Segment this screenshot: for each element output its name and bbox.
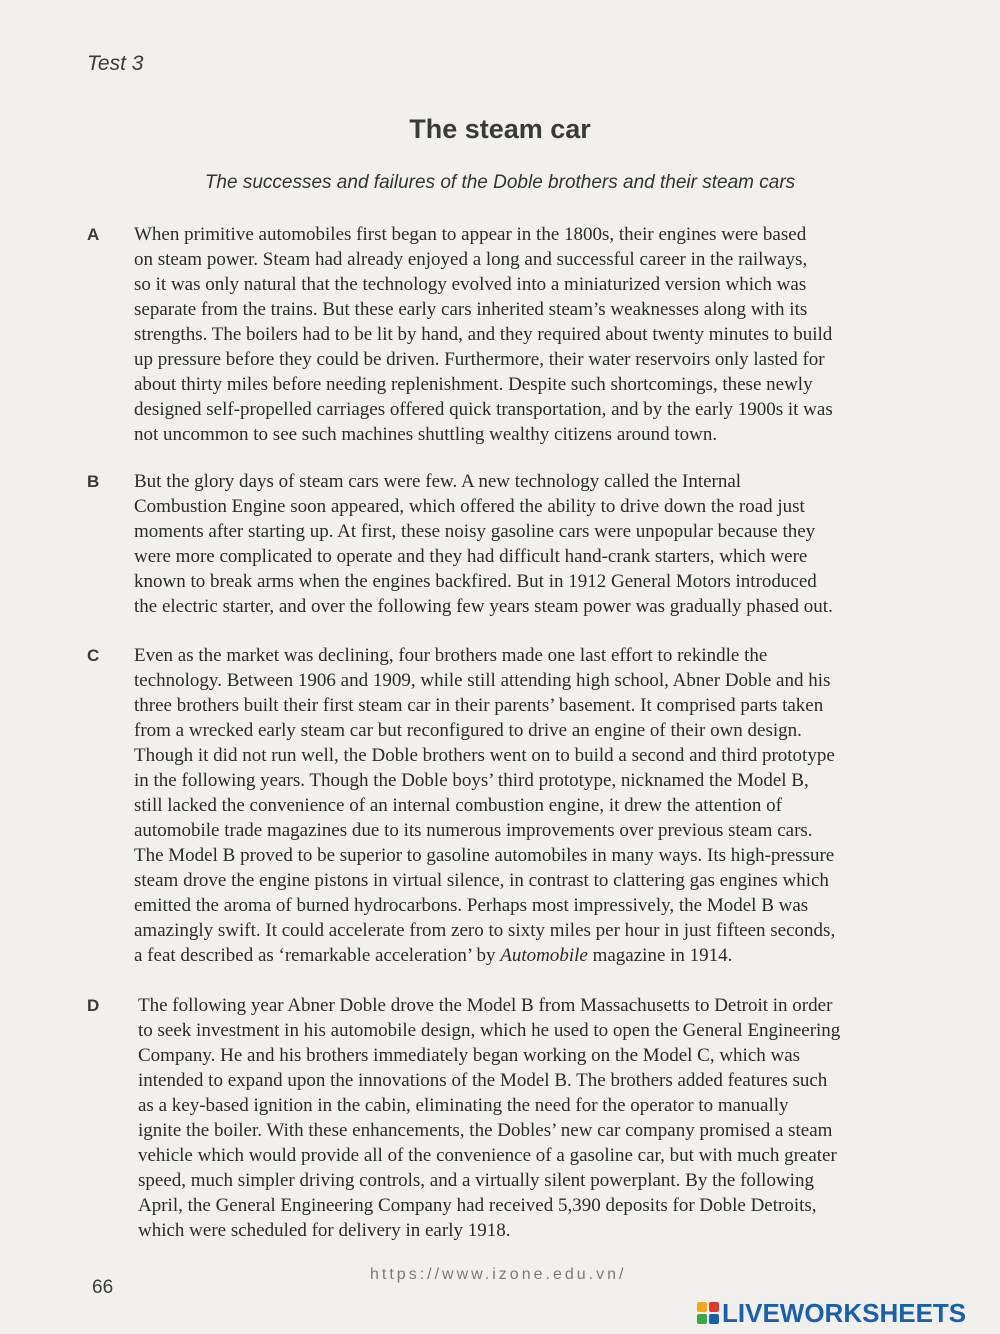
text-line: automobile trade magazines due to its numerous improvements over previous steam cars. xyxy=(134,820,813,841)
text-line: ignite the boiler. With these enhancements, the Dobles’ new car company promised a steam xyxy=(138,1120,833,1141)
text-line: three brothers built their first steam car in their parents’ basement. It comprised parts taken xyxy=(134,695,824,716)
text-line: which were scheduled for delivery in early 1918. xyxy=(138,1220,511,1241)
paragraph-body xyxy=(138,993,926,1243)
text-line: still lacked the convenience of an internal combustion engine, it drew the attention of xyxy=(134,795,782,816)
page-subtitle: The successes and failures of the Doble brothers and their steam cars xyxy=(204,172,796,193)
text-line: Combustion Engine soon appeared, which offered the ability to drive down the road just xyxy=(134,496,805,517)
page-number: 66 xyxy=(92,1277,114,1298)
text-line: moments after starting up. At first, these noisy gasoline cars were unpopular because they xyxy=(134,521,816,542)
text-line: known to break arms when the engines backfired. But in 1912 General Motors introduced xyxy=(134,571,817,592)
text-line: vehicle which would provide all of the convenience of a gasoline car, but with much greater xyxy=(138,1145,837,1166)
page-title: The steam car xyxy=(409,114,591,144)
paragraph-letter: B xyxy=(87,472,100,491)
paragraph-body xyxy=(134,643,922,968)
magazine-title: Automobile xyxy=(500,945,588,966)
text-run: a feat described as ‘remarkable acceleration’ by xyxy=(134,945,501,966)
text-line: Though it did not run well, the Doble brothers went on to build a second and third prototype xyxy=(134,745,835,766)
text-line: strengths. The boilers had to be lit by hand, and they required about twenty minutes to build xyxy=(134,324,833,345)
text-line: from a wrecked early steam car but reconfigured to drive an engine of their own design. xyxy=(134,720,802,741)
text-line: amazingly swift. It could accelerate from zero to sixty miles per hour in just fifteen seconds, xyxy=(134,920,836,941)
brand-text: LIVEWORKSHEETS xyxy=(722,1297,967,1328)
text-line: to seek investment in his automobile design, which he used to open the General Engineering xyxy=(138,1020,841,1041)
text-line: the electric starter, and over the following few years steam power was gradually phased out. xyxy=(134,596,833,617)
paragraph-body xyxy=(134,222,922,447)
text-line: Company. He and his brothers immediately began working on the Model C, which was xyxy=(138,1045,801,1066)
paragraph-body xyxy=(134,469,922,619)
paragraph-letter: D xyxy=(87,996,100,1015)
text-line: When primitive automobiles first began to appear in the 1800s, their engines were based xyxy=(134,224,807,245)
text-line: emitted the aroma of burned hydrocarbons. Perhaps most impressively, the Model B was xyxy=(134,895,809,916)
paragraph-letter: C xyxy=(87,646,100,665)
text-line: speed, much simpler driving controls, and a virtually silent powerplant. By the following xyxy=(138,1170,814,1191)
text-line: But the glory days of steam cars were few. A new technology called the Internal xyxy=(134,471,742,492)
text-line: so it was only natural that the technology evolved into a miniaturized version which was xyxy=(134,274,807,295)
text-line: in the following years. Though the Doble boys’ third prototype, nicknamed the Model B, xyxy=(134,770,809,791)
paragraph-letter: A xyxy=(87,225,100,244)
text-line: up pressure before they could be driven. Furthermore, their water reservoirs only lasted for xyxy=(134,349,825,370)
test-label: Test 3 xyxy=(87,52,144,75)
text-line: on steam power. Steam had already enjoyed a long and successful career in the railways, xyxy=(134,249,808,270)
liveworksheets-logo-icon xyxy=(697,1302,719,1324)
text-line: intended to expand upon the innovations of the Model B. The brothers added features such xyxy=(138,1070,828,1091)
text-line: April, the General Engineering Company had received 5,390 deposits for Doble Detroits, xyxy=(138,1195,817,1216)
text-line: The following year Abner Doble drove the Model B from Massachusetts to Detroit in order xyxy=(138,995,833,1016)
text-line: technology. Between 1906 and 1909, while still attending high school, Abner Doble and his xyxy=(134,670,831,691)
text-line: steam drove the engine pistons in virtual silence, in contrast to clattering gas engines which xyxy=(134,870,829,891)
text-line: about thirty miles before needing replenishment. Despite such shortcomings, these newly xyxy=(134,374,813,395)
text-line: The Model B proved to be superior to gasoline automobiles in many ways. Its high-pressure xyxy=(134,845,835,866)
text-line: as a key-based ignition in the cabin, eliminating the need for the operator to manually xyxy=(138,1095,789,1116)
source-url: https://www.izone.edu.vn/ xyxy=(370,1266,627,1283)
text-run: magazine in 1914. xyxy=(587,945,733,966)
text-line: Even as the market was declining, four brothers made one last effort to rekindle the xyxy=(134,645,768,666)
text-line: not uncommon to see such machines shuttling wealthy citizens around town. xyxy=(134,424,718,445)
text-line-last xyxy=(134,943,922,968)
text-line: separate from the trains. But these early cars inherited steam’s weaknesses along with its xyxy=(134,299,808,320)
text-line: designed self-propelled carriages offered quick transportation, and by the early 1900s it was xyxy=(134,399,833,420)
text-line: were more complicated to operate and they had difficult hand-crank starters, which were xyxy=(134,546,808,567)
liveworksheets-brand[interactable] xyxy=(697,1297,967,1328)
